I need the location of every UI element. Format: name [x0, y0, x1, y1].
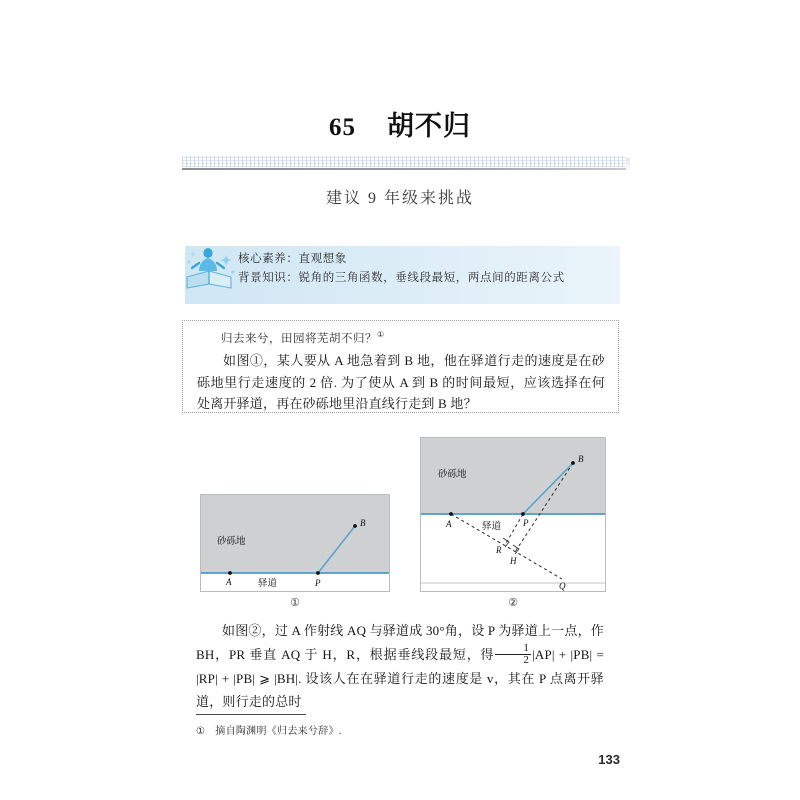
figure-2-caption: ② — [508, 597, 518, 609]
figure-1-caption: ① — [290, 597, 300, 609]
figure2-point-b: B — [578, 454, 584, 464]
figure1-point-b: B — [360, 518, 366, 528]
literacy-line-background: 背景知识：锐角的三角函数，垂线段最短，两点间的距离公式 — [238, 272, 565, 284]
figure2-point-h: H — [510, 556, 517, 566]
fraction-denominator: 2 — [495, 654, 531, 667]
problem-quote-text: 归去来兮，田园将芜胡不归？ — [221, 333, 377, 345]
chapter-number: 65 — [329, 114, 356, 141]
problem-quote — [221, 330, 385, 346]
solution-part-1: 如图②，过 A 作射线 AQ 与驿道成 30°角，设 P 为驿道上一点，作 BH，PR 垂直 AQ 于 H，R，根据垂线段最短，得 — [196, 623, 604, 662]
divider-hatch-band — [182, 156, 626, 167]
chapter-title-text: 胡不归 — [387, 111, 471, 141]
figure2-point-r: R — [496, 545, 502, 555]
literacy-text — [238, 250, 618, 288]
figure1-point-a: A — [226, 577, 232, 587]
figure2-road-label: 驿道 — [482, 522, 502, 532]
figure1-road-label: 驿道 — [258, 579, 278, 589]
figure2-point-p: P — [523, 518, 529, 528]
literacy-line-core: 核心素养：直观想象 — [238, 253, 347, 265]
divider-solid-line — [182, 168, 626, 170]
figure-1 — [200, 494, 390, 592]
problem-box — [182, 320, 619, 413]
figure2-point-q: Q — [559, 581, 566, 591]
figure1-point-p: P — [315, 578, 321, 588]
footnote-marker: ① — [196, 726, 206, 737]
problem-statement: 如图①，某人要从 A 地急着到 B 地，他在驿道行走的速度是在砂砾地里行走速度的 2 倍. 为了使从 A 到 B 的时间最短，应该选择在何处离开驿道，再在砂砾地里沿直线行走到 B 地？ — [197, 353, 605, 411]
figure-2 — [420, 437, 606, 592]
divider-shadow — [626, 158, 630, 171]
fraction-one-half — [495, 643, 531, 667]
figure2-region-label: 砂砾地 — [438, 470, 467, 480]
footnote-text: 摘自陶渊明《归去来兮辞》. — [215, 726, 342, 737]
page-number: 133 — [598, 752, 620, 767]
figure1-region-label: 砂砾地 — [217, 537, 246, 547]
subtitle: 建议 9 年级来挑战 — [325, 190, 474, 207]
fraction-numerator: 1 — [523, 641, 530, 654]
solution-paragraph — [196, 619, 604, 714]
footnote-divider — [196, 714, 306, 715]
footnote — [196, 722, 616, 737]
page-title — [180, 104, 620, 143]
decorative-divider — [182, 156, 628, 173]
book-student-icon — [183, 243, 239, 293]
solution-part-2: |AP| + |PB| = |RP| + |PB| ⩾ |BH|. 设该人在在驿道行走的速度是 v，其在 P 点离开驿道，则行走的总时 — [196, 646, 604, 710]
figure2-point-a: A — [446, 519, 452, 529]
footnote-ref-marker: ① — [377, 330, 385, 340]
chapter-heading — [329, 111, 471, 141]
